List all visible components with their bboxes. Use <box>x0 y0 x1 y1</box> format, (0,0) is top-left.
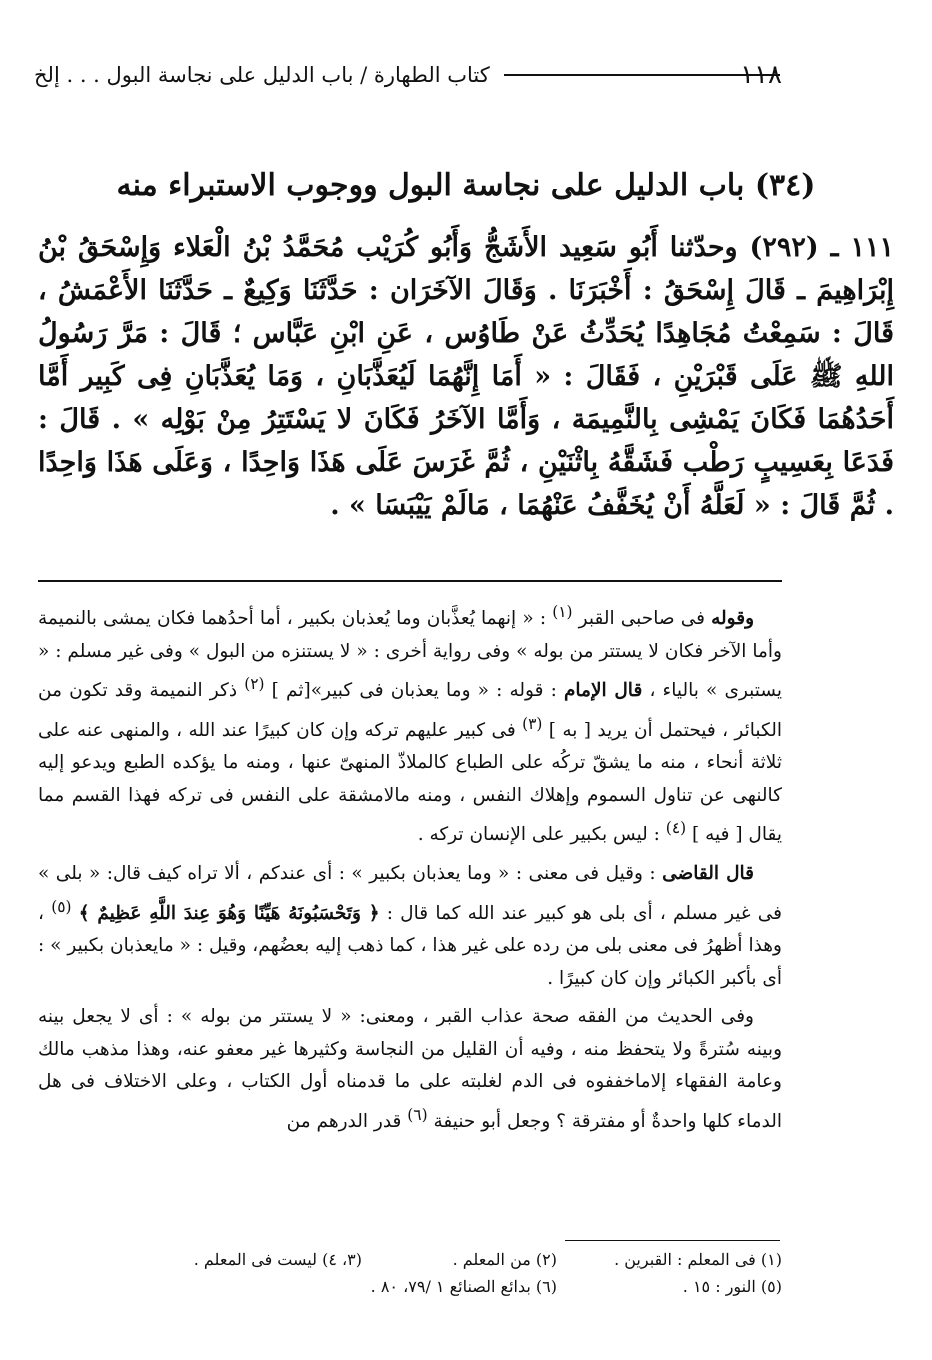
commentary <box>38 596 782 1144</box>
footnote-6: (٦) بدائع الصنائع ١ /٧٩، ٨٠ . <box>370 1277 557 1296</box>
chapter-title: (٣٤) باب الدليل على نجاسة البول ووجوب الاستبراء منه <box>116 168 816 203</box>
footnote-3-4: (٣، ٤) ليست فى المعلم . <box>193 1250 362 1269</box>
footnote-5: (٥) النور : ١٥ . <box>682 1277 782 1296</box>
footnote-rule <box>565 1240 780 1241</box>
footnote-ref[interactable]: (٣) <box>522 714 543 733</box>
commentary-paragraph: وقوله فى صاحبى القبر $^{(١)}$ : « إنهما يُعذَّبان وما يُعذبان بكبير ، أما أحدُهما فكان يمشى بالنميمة وأما الآخر فكان لا يستتر من بوله » وفى رواية أخرى : « لا يستنزه من البول » وفى غير مسلم : « يستبرى » بالياء ، قال الإمام : قوله : « وما يعذبان فى كبير»[ثم ] $^{(٢)}$ ذكر النميمة وقد تكون من الكبائر ، فيحتمل أن يريد [ به ] $^{(٣)}$ فى كبير عليهم تركه وإن كان كبيرًا عند الله ، والمنهى عنه على ثلاثة أنحاء ، منه ما يشقّ تركُه على الطباع كالملاذّ المنهىّ عنها ، ومنه ما يؤكده الطبع ويدعو إليه كالنهى عن تناول السموم وإهلاك النفس ، ومنه مالامشقة على النفس فى تركه فهذا القسم مما يقال [ فيه ] $^{(٤)}$ : ليس بكبير على الإنسان تركه . <box>38 603 782 846</box>
text-separator <box>38 580 782 582</box>
footnotes <box>60 1246 782 1300</box>
commentary-paragraph: قال القاضى : وقيل فى معنى : « وما يعذبان بكبير » : أى عندكم ، ألا تراه كيف قال: « بلى » فى غير مسلم ، أى بلى هو كبير عند الله كما قال : ﴿ وَتَحْسَبُونَهُ هَيِّنًا وَهُوَ عِندَ اللَّهِ عَظِيمٌ ﴾ $^{(٥)}$ ، وهذا أظهرُ فى معنى بلى من رده على غير هذا ، كما ذهب إليه بعضُهم، وقيل : « مايعذبان بكبير » : أى بأكبر الكبائر وإن كان كبيرًا . <box>38 863 782 989</box>
commentary-paragraph: وفى الحديث من الفقه صحة عذاب القبر ، ومعنى: « لا يستتر من بوله » : أى لا يجعل بينه وبينه سُترةً ولا يتحفظ منه ، وفيه أن القليل من النجاسة وكثيرها غير معفو عنه، وهذا مذهب مالك وعامة الفقهاء إلاماخففوه فى الدم لغلبته على ما قدمناه أول الكتاب ، وعلى الاختلاف فى هل الدماء كلها واحدةٌ أو مفترقة ؟ وجعل أبو حنيفة $^{(٦)}$ قدر الدرهم من <box>38 1006 782 1132</box>
commentary-lead: وقوله <box>711 608 755 630</box>
footnote-row <box>60 1273 782 1300</box>
header-rule <box>504 74 780 76</box>
running-head <box>34 55 792 95</box>
footnote-row <box>60 1246 782 1273</box>
footnote-ref[interactable]: (١) <box>552 603 573 621</box>
footnote-ref[interactable]: (٤) <box>665 819 687 838</box>
quran-quote: ﴿ وَتَحْسَبُونَهُ هَيِّنًا وَهُوَ عِندَ اللَّهِ عَظِيمٌ ﴾ <box>78 902 380 924</box>
footnote-2: (٢) من المعلم . <box>452 1250 557 1269</box>
hadith-text: ١١١ ـ (٢٩٢) وحدّثنا أَبُو سَعِيد الأَشَجُّ وَأَبُو كُرَيْب مُحَمَّدُ بْنُ الْعَلاء وَإِسْحَقُ بْنُ إِبْرَاهِيمَ ـ قَالَ إِسْحَقُ : أَخْبَرَنَا . وَقَالَ الآخَرَان : حَدَّثَنَا وَكِيعٌ ـ حَدَّثَنَا الأَعْمَشُ ، قَالَ : سَمِعْتُ مُجَاهِدًا يُحَدِّثُ عَنْ طَاوُس ، عَنِ ابْنِ عَبَّاس ؛ قَالَ : مَرَّ رَسُولُ اللهِ ﷺ عَلَى قَبْرَيْنِ ، فَقَالَ : « أَمَا إِنَّهُمَا لَيُعَذَّبَانِ ، وَمَا يُعَذَّبَانِ فِى كَبِير أَمَّا أَحَدُهُمَا فَكَانَ يَمْشِى بِالنَّمِيمَة ، وَأَمَّا الآخَرُ فَكَانَ لا يَسْتَتِرُ مِنْ بَوْلِه » . قَالَ : فَدَعَا بِعَسِيبٍ رَطْب فَشَقَّهُ بِاثْنَيْنِ ، ثُمَّ غَرَسَ عَلَى هَذَا وَاحِدًا ، وَعَلَى هَذَا وَاحِدًا . ثُمَّ قَالَ : « لَعَلَّهُ أَنْ يُخَفَّفُ عَنْهُمَا ، مَالَمْ يَيْبَسَا » . <box>38 232 894 521</box>
footnote-1: (١) فى المعلم : القبرين . <box>614 1250 782 1269</box>
footnote-ref[interactable]: (٦) <box>407 1105 428 1124</box>
footnote-ref[interactable]: (٢) <box>244 675 265 694</box>
footnote-ref[interactable]: (٥) <box>51 897 72 916</box>
running-title: كتاب الطهارة / باب الدليل على نجاسة البول . . . إلخ <box>34 63 490 87</box>
page-number: ١١٨ <box>740 60 782 90</box>
speaker-label: قال القاضى <box>662 863 754 885</box>
speaker-label: قال الإمام <box>563 680 643 702</box>
